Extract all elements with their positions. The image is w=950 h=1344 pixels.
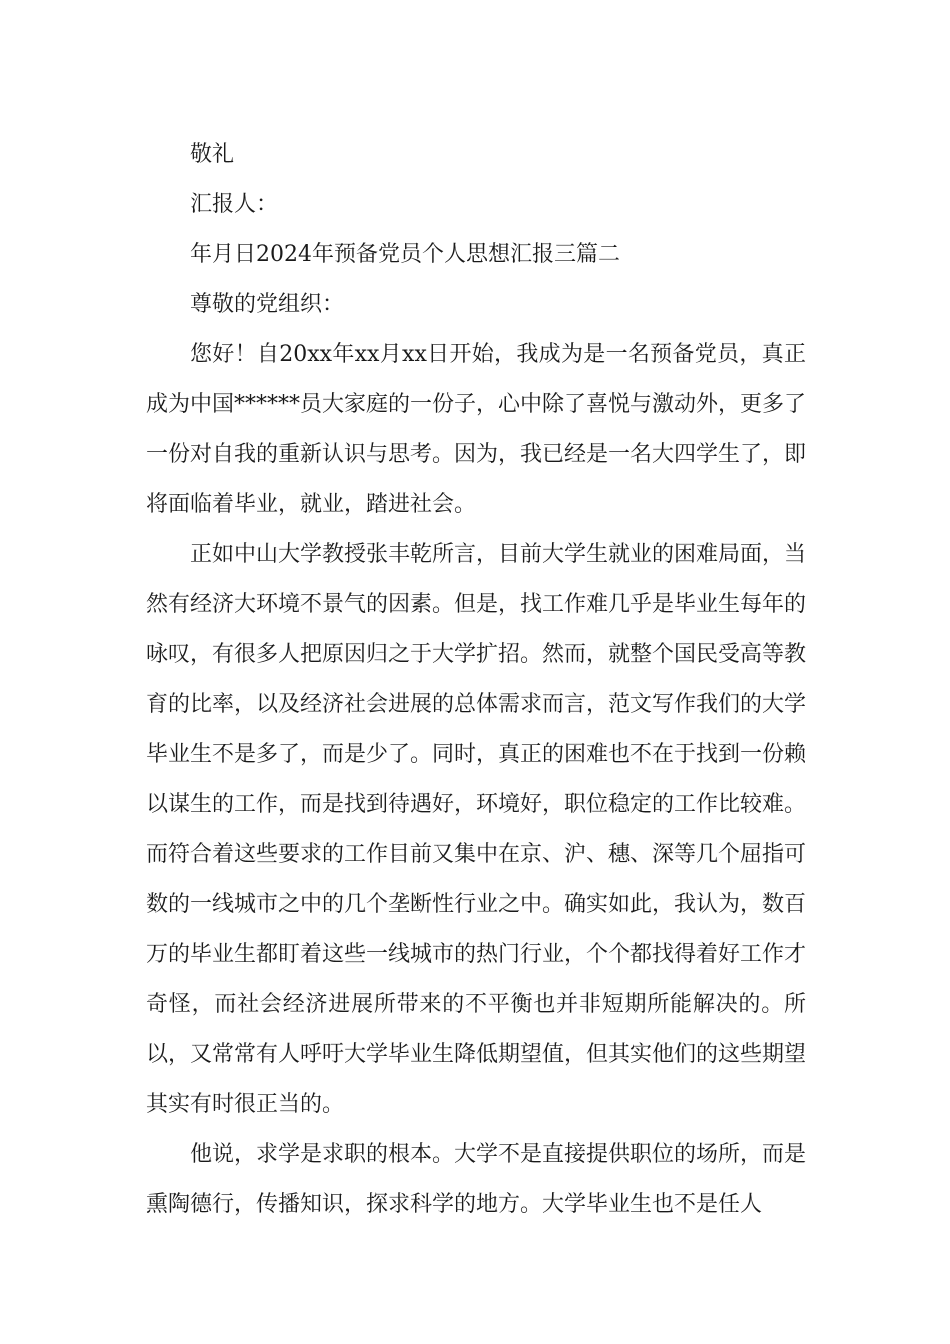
date-title-line: 年月日2024年预备党员个人思想汇报三篇二 xyxy=(190,242,620,267)
greeting-line: 尊敬的党组织： xyxy=(190,292,345,317)
document-body xyxy=(146,130,806,1230)
reporter-line: 汇报人： xyxy=(190,192,279,217)
body-paragraph: 他说，求学是求职的根本。大学不是直接提供职位的场所，而是熏陶德行，传播知识，探求科学的地方。大学毕业生也不是任人 xyxy=(146,1142,807,1217)
body-paragraph: 您好！自20xx年xx月xx日开始，我成为是一名预备党员，真正成为中国******员大家庭的一份子，心中除了喜悦与激动外，更多了一份对自我的重新认识与思考。因为，我已经是一名大四学生了，即将面临着毕业，就业，踏进社会。 xyxy=(146,342,807,517)
body-paragraph: 正如中山大学教授张丰乾所言，目前大学生就业的困难局面，当然有经济大环境不景气的因素。但是，找工作难几乎是毕业生每年的咏叹，有很多人把原因归之于大学扩招。然而，就整个国民受高等教育的比率，以及经济社会进展的总体需求而言，范文写作我们的大学毕业生不是多了，而是少了。同时，真正的困难也不在于找到一份赖以谋生的工作，而是找到待遇好，环境好，职位稳定的工作比较难。而符合着这些要求的工作目前又集中在京、沪、穗、深等几个屈指可数的一线城市之中的几个垄断性行业之中。确实如此，我认为，数百万的毕业生都盯着这些一线城市的热门行业，个个都找得着好工作才奇怪，而社会经济进展所带来的不平衡也并非短期所能解决的。所以，又常常有人呼吁大学毕业生降低期望值，但其实他们的这些期望其实有时很正当的。 xyxy=(146,542,807,1117)
closing-salutation: 敬礼 xyxy=(190,142,235,167)
